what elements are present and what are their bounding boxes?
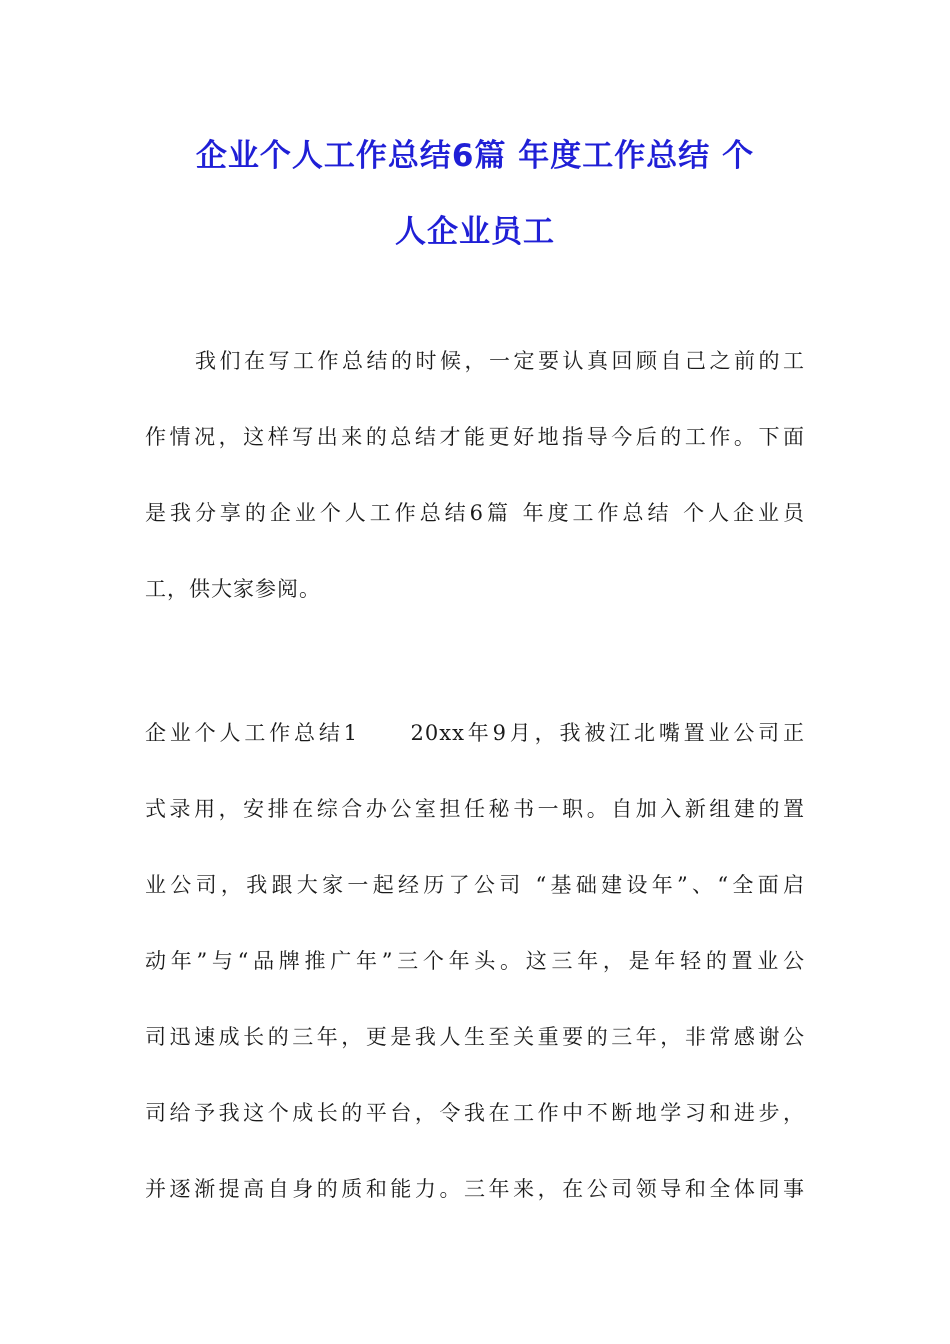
title-line: 企业个人工作总结6篇 年度工作总结 个 xyxy=(195,138,755,174)
intro-paragraph xyxy=(145,323,805,627)
paragraph-line: 动年”与“品牌推广年”三个年头。这三年，是年轻的置业公 xyxy=(145,949,805,973)
paragraph-line: 工，供大家参阅。 xyxy=(145,577,321,601)
paragraph-line: 是我分享的企业个人工作总结6篇 年度工作总结 个人企业员 xyxy=(145,501,805,525)
paragraph-line: 式录用，安排在综合办公室担任秘书一职。自加入新组建的置 xyxy=(145,797,805,821)
title-line: 人企业员工 xyxy=(395,214,555,250)
paragraph-line: 司迅速成长的三年，更是我人生至关重要的三年，非常感谢公 xyxy=(145,1025,805,1049)
paragraph-line: 我们在写工作总结的时候，一定要认真回顾自己之前的工 xyxy=(195,349,805,373)
paragraph-line: 作情况，这样写出来的总结才能更好地指导今后的工作。下面 xyxy=(145,425,805,449)
paragraph-line: 企业个人工作总结1 20xx年9月，我被江北嘴置业公司正 xyxy=(145,721,805,745)
paragraph-line: 业公司，我跟大家一起经历了公司 “基础建设年”、“全面启 xyxy=(145,873,805,897)
document-title xyxy=(145,118,805,270)
paragraph-line: 司给予我这个成长的平台，令我在工作中不断地学习和进步， xyxy=(145,1101,805,1125)
paragraph-line: 并逐渐提高自身的质和能力。三年来，在公司领导和全体同事 xyxy=(145,1177,805,1201)
section-1-paragraph xyxy=(145,695,805,1227)
